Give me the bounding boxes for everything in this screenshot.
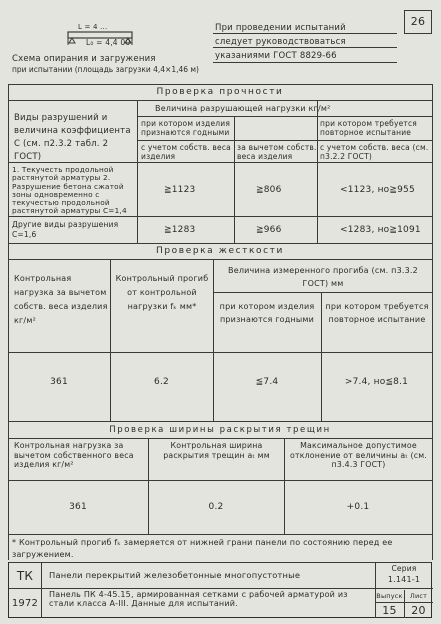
strength-col-retest: с учетом собств. веса (см. п3.2.2 ГОСТ) [320,143,429,161]
stiffness-title: Проверка жесткости [156,246,284,256]
strength-row-1-minus-weight: ≧806 [256,185,282,195]
strength-col-with-weight: с учетом собств. веса изделия [141,143,231,161]
crack-width-value: 0.2 [208,502,224,512]
footnote: * Контрольный прогиб fₖ замеряется от нижней грани панели по состоянию перед ее загружением. [12,538,393,559]
stamp-code: ТК [16,569,34,583]
page-number-box [404,10,432,34]
strength-load-header: Величина разрушающей нагрузки кг/м² [155,104,331,113]
stiffness-sub-fit: при котором изделия признаются годными [219,302,315,324]
strength-row-1-retest: <1123, но≧955 [340,185,415,195]
crack-col-load: Контрольная нагрузка за вычетом собственного веса изделия кг/м² [14,441,134,469]
notice-line-2: следует руководствоваться [215,37,346,47]
stamp-issue-label: Выпуск [376,592,403,600]
stamp-year: 1972 [11,598,39,609]
stiffness-load-value: 361 [50,377,68,387]
strength-row-2-minus-weight: ≧966 [256,225,282,235]
page-number: 26 [410,15,426,28]
crack-col-width: Контрольная ширина раскрытия трещин aₜ мм [163,441,270,460]
stiffness-measured-header: Величина измеренного прогиба (см. п3.3.2 ГОСТ) мм [228,266,418,288]
strength-row-2-with-weight: ≧1283 [164,225,196,235]
strength-row-1-with-weight: ≧1123 [164,185,196,195]
stamp-sheet-label: Лист [409,592,428,600]
stamp-issue: 15 [382,604,397,617]
title-block [8,562,432,618]
stamp-description: Панель ПК 4-45.15, армированная сетками с рабочей арматурой из стали класса А-III. Данные для испытаний. [49,590,348,608]
stamp-title: Панели перекрытий железобетонные многопустотные [49,570,301,580]
crack-title: Проверка ширины раскрытия трещин [109,425,331,435]
notice-line-3: указаниями ГОСТ 8829-66 [215,51,337,61]
crack-deviation-value: +0.1 [346,502,370,512]
strength-row-1-label: 1. Текучесть продольной растянутой арматуры 2. Разрушение бетона сжатой зоны одновременно с текучестью продольной растянутой арматуры C=1,4 [12,165,127,216]
stiffness-col-deflection: Контрольный прогиб от контрольной нагрузки fₖ мм* [115,274,209,311]
scheme-dim: L₀ = 4,4 00 [86,38,131,47]
notice-line-1: При проведении испытаний [215,23,346,33]
stiffness-sub-retest: при котором требуется повторное испытание [325,302,429,324]
stamp-series: 1.141-1 [387,575,421,584]
stiffness-retest-value: >7.4, но≦8.1 [344,377,409,387]
stamp-series-label: Серия [391,564,417,573]
scheme-title: Схема опирания и загружения [12,54,156,64]
strength-col-minus-weight: за вычетом собств. веса изделия [237,143,317,161]
strength-sub-retest: при котором требуется повторное испытание [320,119,418,137]
scheme-dim-top: L = 4 ... [78,23,108,31]
strength-sub-fit: при котором изделия признаются годными [141,119,231,137]
stiffness-fit-value: ≦7.4 [255,377,279,387]
stiffness-deflection-value: 6.2 [154,377,169,387]
scheme-subtitle: при испытании (площадь загрузки 4,4×1,46 м) [12,65,199,74]
strength-left-header: Виды разрушений и величина коэффициента С (см. п2.3.2 табл. 2 ГОСТ) [14,113,131,162]
strength-title: Проверка прочности [156,87,284,97]
crack-col-deviation: Максимальное допустимое отклонение от величины aₜ (см. п3.4.3 ГОСТ) [290,441,427,469]
strength-row-2-label: Другие виды разрушения C=1,6 [12,220,119,239]
stamp-sheet: 20 [411,604,426,617]
strength-row-2-retest: <1283, но≧1091 [340,225,421,235]
crack-load-value: 361 [69,502,87,512]
stiffness-col-load: Контрольная нагрузка за вычетом собств. веса изделия кг/м² [14,274,108,325]
